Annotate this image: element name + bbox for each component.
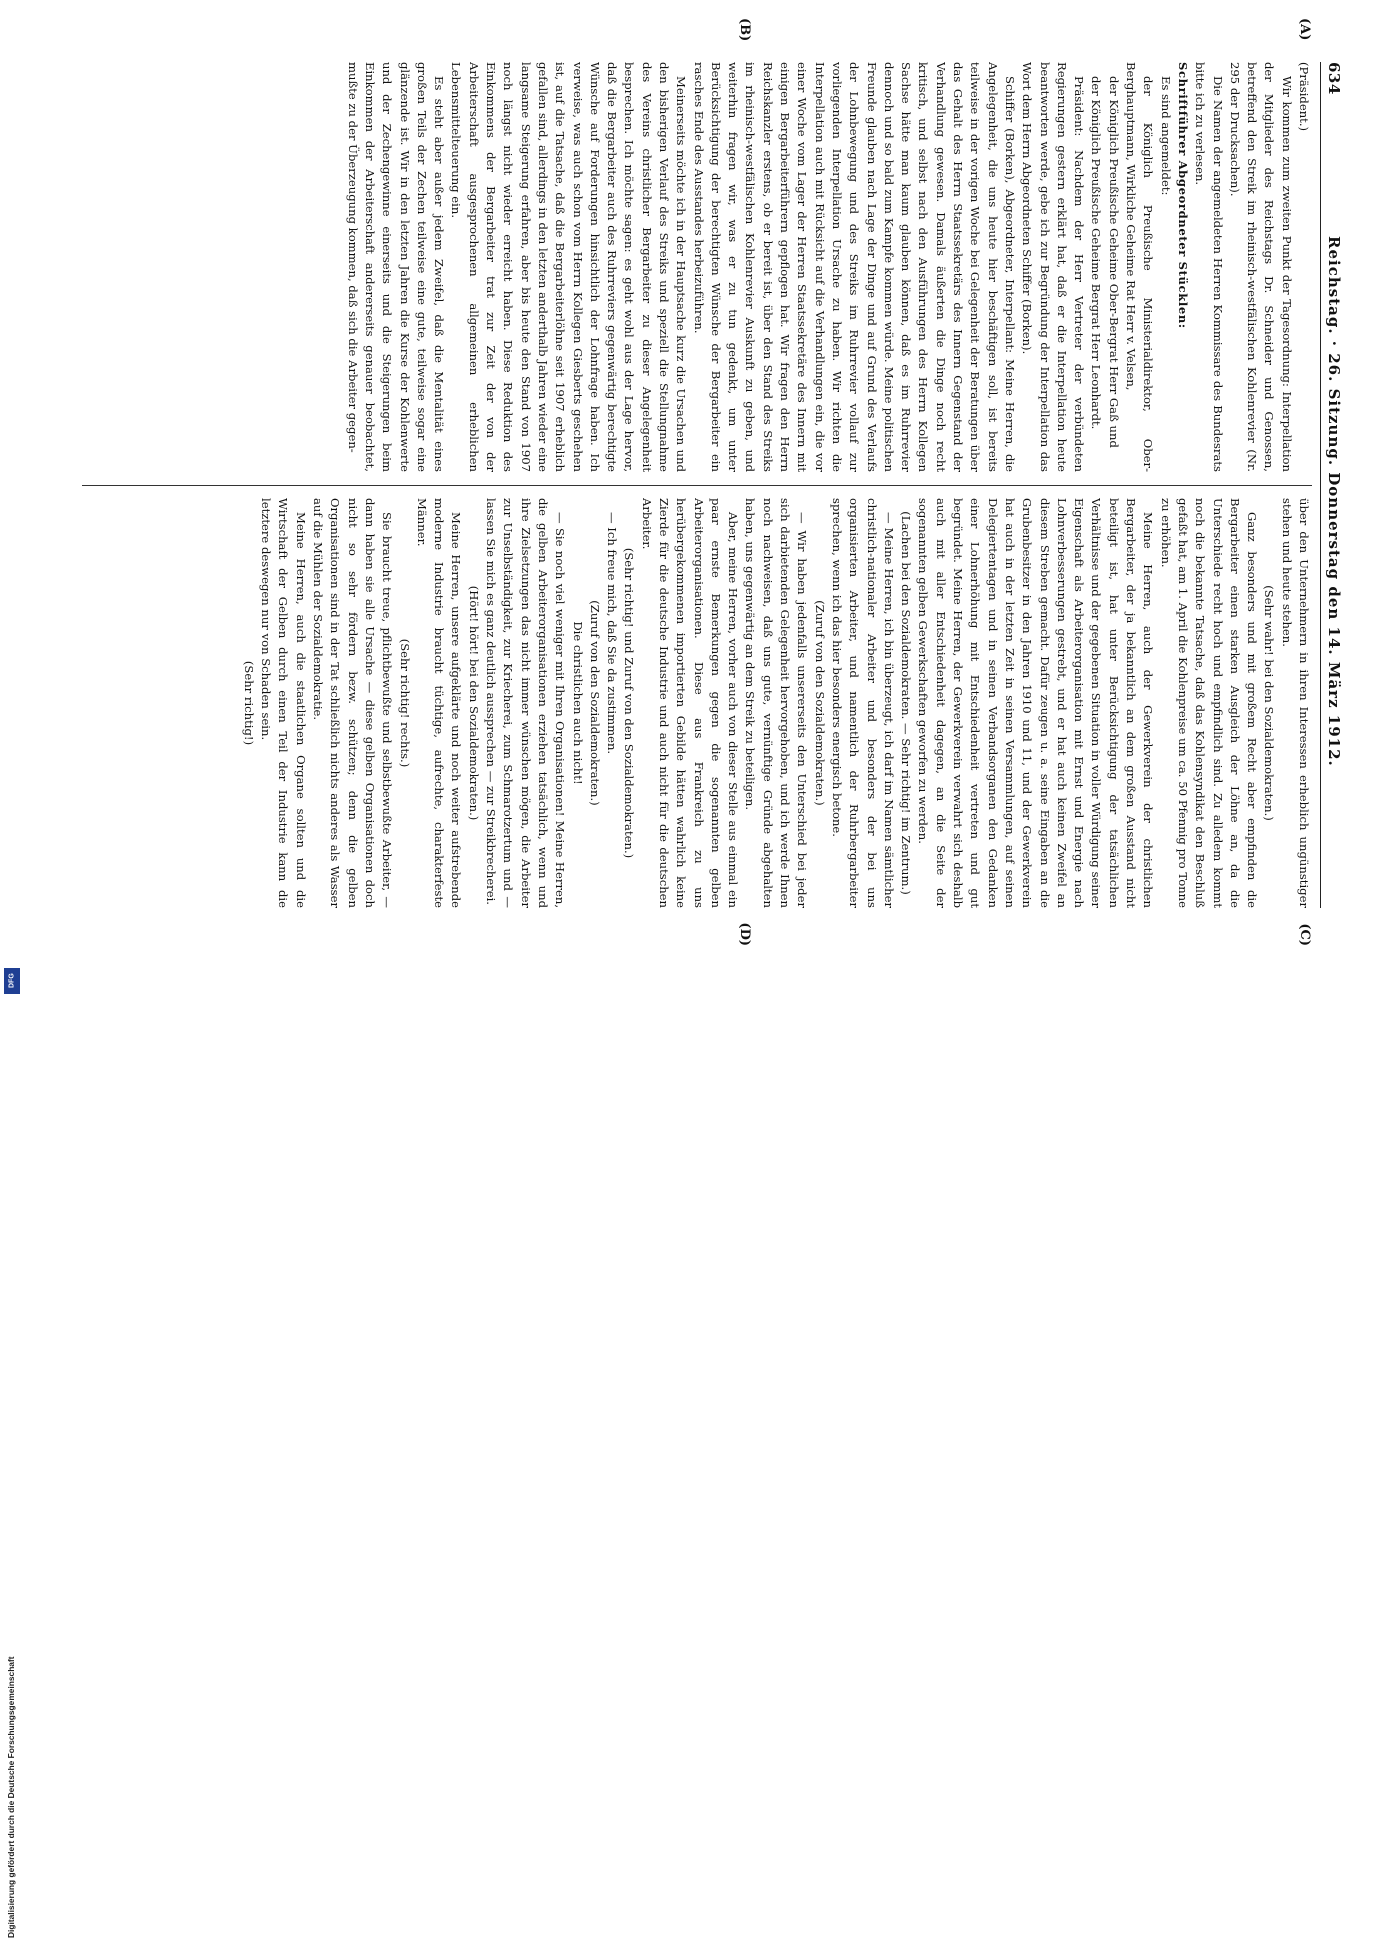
interjection: (Lachen bei den Sozialdemokraten. — Sehr richtig! im Zentrum.) bbox=[899, 511, 914, 895]
text-columns bbox=[82, 18, 1312, 946]
page-number: 634 bbox=[1325, 62, 1343, 95]
interjection: (Zuruf von den Sozialdemokraten.) bbox=[587, 600, 602, 806]
interjection: (Sehr richtig! und Zuruf von den Sozialdemokraten.) bbox=[622, 547, 637, 859]
column-divider bbox=[82, 485, 1312, 486]
agenda-paragraph: Wir kommen zum zweiten Punkt der Tagesordnung: Interpellation der Mitglieder des Reichstags Dr. Schneider und Genossen, betreffend den Streik im rheinisch-westfälischen Kohlenrevier (Nr. 295 der Drucksachen). bbox=[1227, 62, 1294, 472]
digitization-note: Digitalisierung gefördert durch die Deutsche Forschungsgemeinschaft bbox=[6, 1656, 16, 1938]
interjection: (Sehr wahr! bei den Sozialdemokraten.) bbox=[1262, 585, 1277, 821]
column-left bbox=[82, 62, 1312, 472]
paragraph: Es steht aber außer jedem Zweifel, daß die Mentalität eines großen Teils der Zechen teilweise eine gute, teilweise sogar eine glänzende ist. Wir in den letzten Jahren die Kurse der Kohlenwerte und der Zechengewinne einerseits und die Steigerungen beim Einkommen der Arbeiterschaft andererseits genauer beobachtet, mußte zu der Überzeugung kommen, daß sich die Arbeiter gegen- bbox=[345, 62, 447, 472]
margin-marker-d: (D) bbox=[737, 922, 752, 946]
commissioner-entry: der Königlich Preußische Geheime Ober-Bergrat Herr Gaß und bbox=[1106, 76, 1121, 448]
paragraph: Sie braucht treue, pflichtbewußte und selbstbewußte Arbeiter, — dann haben sie alle Ursache — diese gelben Organisationen doch nicht so sehr fördern bezw. schützen; denn die gelben Organisationen sind in der Tat schließlich nichts anderes als Wasser auf die Mühlen der Sozialdemokratie. bbox=[311, 498, 395, 908]
margin-marker-b: (B) bbox=[737, 18, 752, 42]
paragraph: — Wir haben jedenfalls unsererseits den Unterschied bei jeder sich darbietenden Gelegenheit hervorgehoben, und ich werde Ihnen noch nachweisen, daß uns gute, vernünftige Gründe abgehalten haben, uns gegenwärtig an dem Streik zu beteiligen. bbox=[743, 498, 810, 908]
paragraph: — Ich freue mich, daß Sie da zustimmen. bbox=[605, 512, 620, 755]
page-header bbox=[1320, 62, 1343, 908]
paragraph: Meinerseits möchte ich in der Hauptsache kurz die Ursachen und den bisherigen Verlauf des Streiks und speziell die Stellungnahme des Vereins christlicher Bergarbeiter zu dieser Angelegenheit besprechen. Ich möchte sagen: es geht wohl aus der Lage hervor, daß die Bergarbeiter auch des Ruhrreviers gegenwärtig berechtigte Wünsche auf Forderungen hinsichtlich der Lohnfrage haben. Ich verweise, was auch schon vom Herrn Kollegen Giesberts geschehen ist, auf die Tatsache, daß die Bergarbeiterlöhne seit 1907 erheblich gefallen sind, allerdings in den letzten anderthalb Jahren wieder eine langsame Steigerung erfahren, aber bis heute den Stand von 1907 noch längst nicht wieder erreicht haben. Diese Reduktion des Einkommens der Bergarbeiter trat zur Zeit der von der Arbeiterschaft ausgesprochenen allgemeinen erheblichen Lebensmittelteuerung ein. bbox=[449, 62, 689, 472]
interjection: Die christlichen auch nicht! bbox=[570, 621, 585, 785]
paragraph: Meine Herren, auch die staatlichen Organe sollten und die Wirtschaft der Gelben durch einen Teil der Industrie kann die letztere deswegen nur von Schaden sein. bbox=[259, 498, 308, 908]
dfg-logo-icon: DFG bbox=[4, 968, 20, 994]
paragraph: Meine Herren, unsere aufgeklärte und noch weiter aufstrebende moderne Industrie braucht tüchtige, aufrechte, charakterfeste Männer. bbox=[414, 498, 464, 908]
commissioner-entry: der Königlich Preußische Ministerialdirektor, Ober-Berghauptmann, Wirkliche Geheime Rat Herr v. Velsen, bbox=[1124, 62, 1156, 472]
digitization-footer bbox=[0, 968, 1383, 1938]
paragraph: Präsident: Nachdem der Herr Vertreter der verbündeten Regierungen gestern erklärt hat, daß er die Interpellation heute beantworten werde, gebe ich zur Begründung der Interpellation das Wort dem Herrn Abgeordneten Schiffer (Borken). bbox=[1020, 62, 1087, 472]
margin-marker-a: (A) bbox=[1297, 18, 1312, 41]
paragraph: — Sie noch viel weniger mit Ihren Organisationen! Meine Herren, die gelben Arbeiterorganisationen erziehen tatsächlich, wenn und ihre Zielsetzungen das nicht immer wünschen mögen, die Arbeiter zur Unselbständigkeit, zur Kriecherei, zum Schmarotzertum und — lassen Sie mich es ganz deutlich aussprechen — zur Streikbrecherei. bbox=[484, 498, 568, 908]
paragraph: Schiffer (Borken), Abgeordneter, Interpellant: Meine Herren, die Angelegenheit, die uns heute hier beschäftigen soll, ist bereits teilweise in der vorigen Woche bei Gelegenheit der Beratungen über das Gehalt des Herrn Staatssekretärs des Innern Gegenstand der Verhandlung gewesen. Damals äußerten die Dinge noch recht kritisch, und selbst nach den Ausführungen des Herrn Kollegen Sachse hätte man kaum glauben können, daß es im Ruhrrevier dennoch und so bald zum Kampfe kommen würde. Meine politischen Freunde glauben nach Lage der Dinge und auf Grund des Verlaufs der Lohnbewegung und des Streiks im Ruhrrevier vollauf zur vorliegenden Interpellation Ursache zu haben. Wir richten die Interpellation auch mit Rücksicht auf die Verhandlungen ein, die vor einer Woche vom Lager der Herren Staatssekretäre des Innern mit einigen Bergarbeiterführern gepflogen hat. Wir fragen den Herrn Reichskanzler erstens, ob er bereit ist, über den Stand des Streiks im rheinisch-westfälischen Kohlenrevier Auskunft zu geben, und weiterhin fragen wir, was er zu tun gedenkt, um unter Berücksichtigung der berechtigten Wünsche der Bergarbeiter ein rasches Ende des Ausstandes herbeizuführen. bbox=[691, 62, 1017, 472]
column-right bbox=[82, 498, 1312, 908]
paragraph: Die Namen der angemeldeten Herren Kommissare des Bundesrats bitte ich zu verlesen. bbox=[1193, 62, 1225, 472]
commissioner-entry: der Königlich Preußische Geheime Bergrat Herr Leonhardt. bbox=[1089, 76, 1104, 430]
paragraph: — Meine Herren, ich bin überzeugt, ich darf im Namen sämtlicher christlich-nationaler Arbeiter und besonders der bei uns organisierten Arbeiter, und namentlich der Ruhrbergarbeiter sprechen, wenn ich das hier besonders energisch betone. bbox=[829, 498, 896, 908]
page-title: Reichstag. · 26. Sitzung. Donnerstag den 14. März 1912. bbox=[1325, 236, 1343, 767]
interjection: (Sehr richtig! rechts.) bbox=[397, 638, 412, 768]
document-page bbox=[0, 0, 1383, 960]
margin-marker-c: (C) bbox=[1297, 923, 1312, 946]
paragraph: Aber, meine Herren, vorher auch von dieser Stelle aus einmal ein paar ernste Bemerkungen gegen die sogenannten gelben Arbeiterorganisationen. Diese aus Frankreich zu uns herübergekommenen importierten Gebilde hätten wahrlich keine Zierde für die deutsche Industrie und auch nicht für die deutschen Arbeiter. bbox=[639, 498, 741, 908]
interjection: (Hört! hört! bei den Sozialdemokraten.) bbox=[466, 585, 481, 821]
paragraph: Es sind angemeldet: bbox=[1158, 76, 1173, 196]
interjection: (Zuruf von den Sozialdemokraten.) bbox=[812, 600, 827, 806]
paragraph: über den Unternehmern in ihren Interessen erheblich ungünstiger stehen und heute stehen. bbox=[1279, 498, 1311, 908]
paragraph: Ganz besonders und mit großem Recht aber empfinden die Bergarbeiter einen starken Ausgleich der Löhne an, da die Unterschiede recht hoch und empfindlich sind. Zu alledem kommt noch die bekannte Tatsache, daß das Kohlensyndikat den Beschluß gefaßt hat, am 1. April die Kohlenpreise um ca. 50 Pfennig pro Tonne zu erhöhen. bbox=[1158, 498, 1260, 908]
interjection: (Sehr richtig!) bbox=[241, 660, 256, 746]
paragraph: Meine Herren, auch der Gewerkverein der christlichen Bergarbeiter, der ja bekanntlich an dem großen Ausstand nicht beteiligt ist, hat unter Berücksichtigung der tatsächlichen Verhältnisse und der gegebenen Situation in voller Würdigung seiner Eigenschaft als Arbeiterorganisation mit Ernst und Energie nach Lohnverbesserungen gestrebt, und er hat auch keinen Zweifel an diesem Streben gemacht. Dafür zeugen u. a. seine Eingaben an die Grubenbesitzer in den Jahren 1910 und 11, und der Gewerkverein hat auch in der letzten Zeit in seinen Versammlungen, auf seinen Delegiertentagen und in seinen Verbandsorganen den Gedanken einer Lohnerhöhung mit Entschiedenheit vertreten und gut begründet. Meine Herren, der Gewerkverein verwahrt sich deshalb auch mit aller Entschiedenheit dagegen, an die Seite der sogenannten gelben Gewerkschaften geworfen zu werden. bbox=[916, 498, 1156, 908]
speaker-note: (Präsident.) bbox=[1297, 62, 1311, 132]
speaker-heading: Schriftführer Abgeordneter Stücklen: bbox=[1175, 62, 1190, 329]
